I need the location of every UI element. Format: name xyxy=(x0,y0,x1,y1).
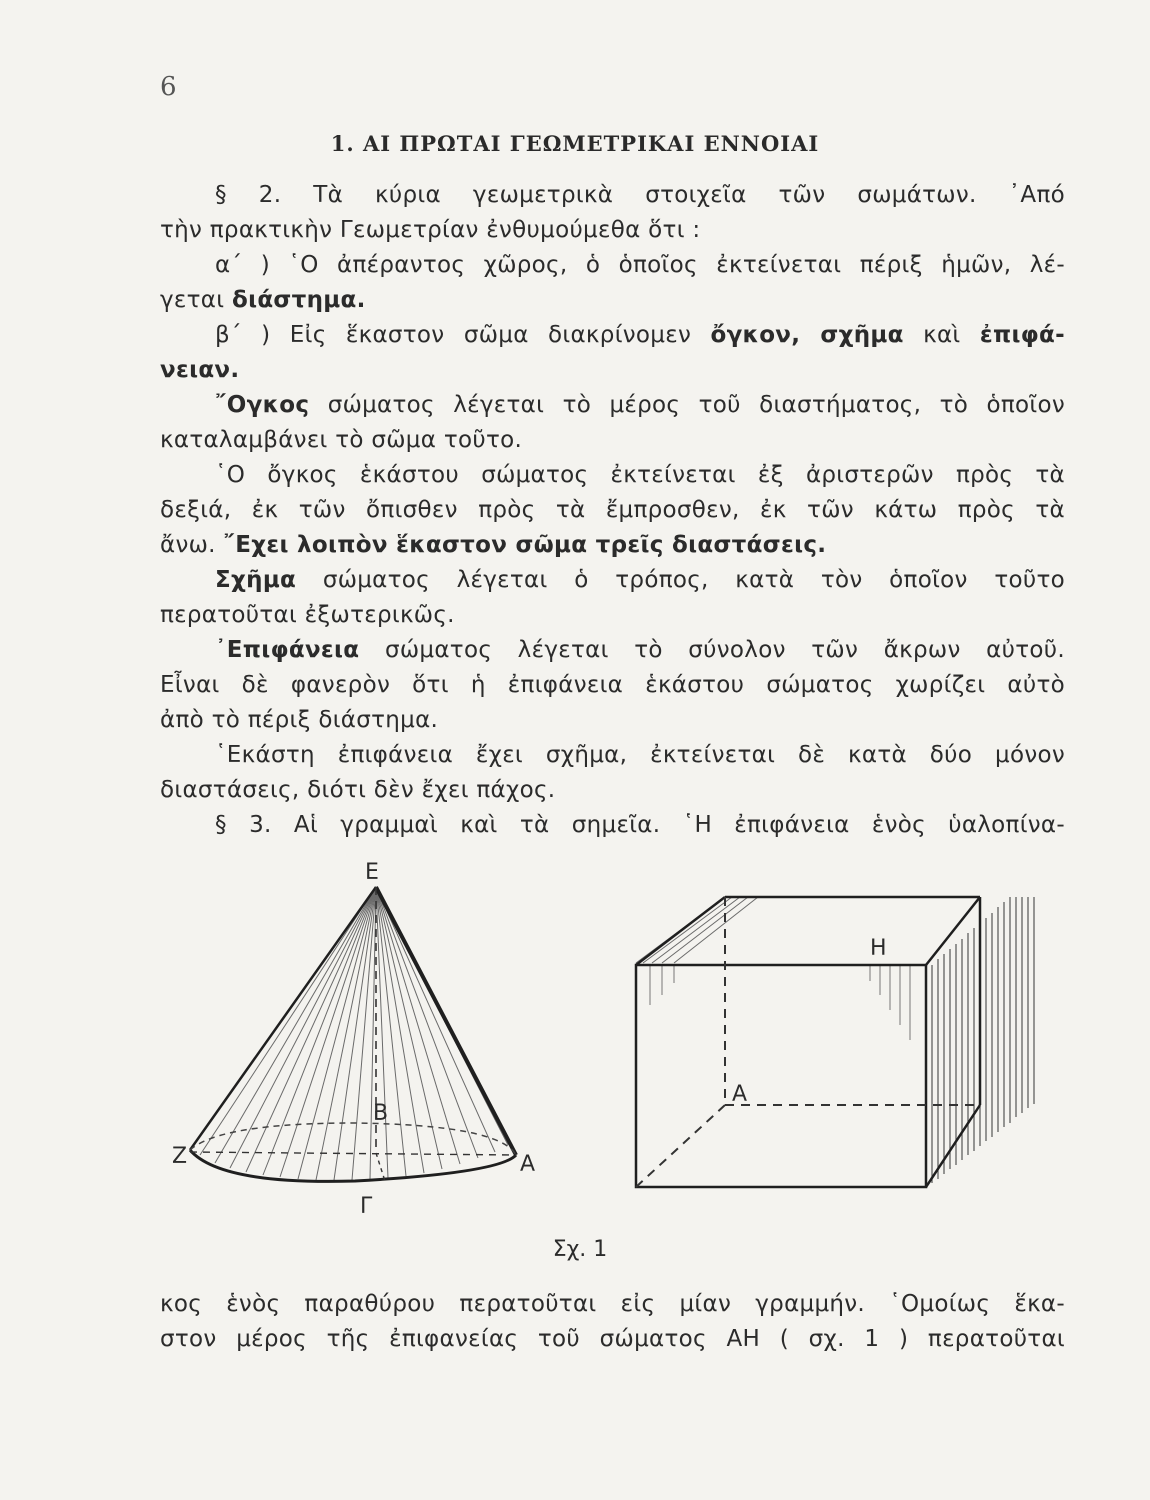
text-line: κος ἑνὸς παραθύρου περατοῦται εἰς μίαν γραμμήν. ῾Ομοίως ἕκα- xyxy=(160,1291,1065,1317)
cube-diagram xyxy=(636,897,1034,1187)
text-line: ῎Ογκος σώματος λέγεται τὸ μέρος τοῦ διαστήματος, τὸ ὁποῖον xyxy=(215,392,1065,418)
section-3-text xyxy=(160,1287,1065,1357)
cone-label-center: Β xyxy=(373,1101,389,1126)
term-schima: Σχῆμα xyxy=(215,567,297,593)
text-line: νειαν. xyxy=(160,357,240,383)
text-line: καταλαμβάνει τὸ σῶμα τοῦτο. xyxy=(160,427,523,453)
section-heading: Τὰ κύρια γεωμετρικὰ στοιχεῖα τῶν σωμάτων. xyxy=(313,182,977,208)
term-epifaneia-def: ᾿Επιφάνεια xyxy=(215,637,360,663)
cube-label-top: Η xyxy=(870,936,887,961)
text-line: περατοῦται ἐξωτερικῶς. xyxy=(160,602,455,628)
text-line: ἀπὸ τὸ πέριξ διάστημα. xyxy=(160,707,439,733)
text-line: § 2. Τὰ κύρια γεωμετρικὰ στοιχεῖα τῶν σωμάτων. ᾿Από xyxy=(215,182,1065,208)
text-line: ῾Ο ὄγκος ἑκάστου σώματος ἐκτείνεται ἐξ ἀριστερῶν πρὸς τὰ xyxy=(215,462,1065,488)
text-line: β´ ) Εἰς ἕκαστον σῶμα διακρίνομεν ὄγκον, σχῆμα καὶ ἐπιφά- xyxy=(215,322,1065,348)
text-line: διαστάσεις, διότι δὲν ἔχει πάχος. xyxy=(160,777,556,803)
text-line: α´ ) ῾Ο ἀπέραντος χῶρος, ὁ ὁποῖος ἐκτείνεται πέριξ ἡμῶν, λέ- xyxy=(215,252,1065,278)
text-line: Εἶναι δὲ φανερὸν ὅτι ἡ ἐπιφάνεια ἑκάστου σώματος χωρίζει αὐτὸ xyxy=(160,672,1065,698)
text-line: γεται διάστημα. xyxy=(160,287,366,313)
section-heading: Αἱ γραμμαὶ καὶ τὰ σημεῖα. xyxy=(293,812,661,838)
text-line: στον μέρος τῆς ἐπιφανείας τοῦ σώματος ΑΗ ( σχ. 1 ) περατοῦται xyxy=(160,1326,1065,1352)
text-line: Σχῆμα σώματος λέγεται ὁ τρόπος, κατὰ τὸν ὁποῖον τοῦτο xyxy=(215,567,1065,593)
cone-label-apex: Ε xyxy=(365,860,379,885)
cone-label-right: Α xyxy=(520,1152,536,1177)
page-number: 6 xyxy=(160,72,177,102)
cone-diagram xyxy=(172,860,535,1219)
cone-label-left: Ζ xyxy=(172,1144,188,1169)
term-epifaneia: ἐπιφά- xyxy=(979,322,1065,348)
term-ogkos-schima: ὄγκον, σχῆμα xyxy=(710,322,904,348)
chapter-title: 1. ΑΙ ΠΡΩΤΑΙ ΓΕΩΜΕΤΡΙΚΑΙ ΕΝΝΟΙΑΙ xyxy=(330,131,820,156)
section-2-text xyxy=(160,178,1065,843)
figure-1 xyxy=(172,855,1060,1219)
text-line: ῾Εκάστη ἐπιφάνεια ἔχει σχῆμα, ἐκτείνεται δὲ κατὰ δύο μόνον xyxy=(215,742,1065,768)
text-line: τὴν πρακτικὴν Γεωμετρίαν ἐνθυμούμεθα ὅτι : xyxy=(160,217,701,243)
text-line: ἄνω. ῎Εχει λοιπὸν ἕκαστον σῶμα τρεῖς διαστάσεις. xyxy=(160,532,827,558)
emphasis-three-dimensions: ῎Εχει λοιπὸν ἕκαστον σῶμα τρεῖς διαστάσεις. xyxy=(223,532,827,558)
text-line: ᾿Επιφάνεια σώματος λέγεται τὸ σύνολον τῶν ἄκρων αὐτοῦ. xyxy=(215,637,1065,663)
figure-caption: Σχ. 1 xyxy=(552,1237,608,1262)
cone-label-front: Γ xyxy=(360,1194,373,1219)
text-line: § 3. Αἱ γραμμαὶ καὶ τὰ σημεῖα. ῾Η ἐπιφάνεια ἑνὸς ὑαλοπίνα- xyxy=(215,812,1065,838)
cube-label-bottom: Α xyxy=(732,1082,748,1107)
term-ogkos: ῎Ογκος xyxy=(215,392,310,418)
text-line: δεξιά, ἐκ τῶν ὄπισθεν πρὸς τὰ ἔμπροσθεν, ἐκ τῶν κάτω πρὸς τὰ xyxy=(160,497,1065,523)
term-distima: διάστημα. xyxy=(231,287,366,313)
